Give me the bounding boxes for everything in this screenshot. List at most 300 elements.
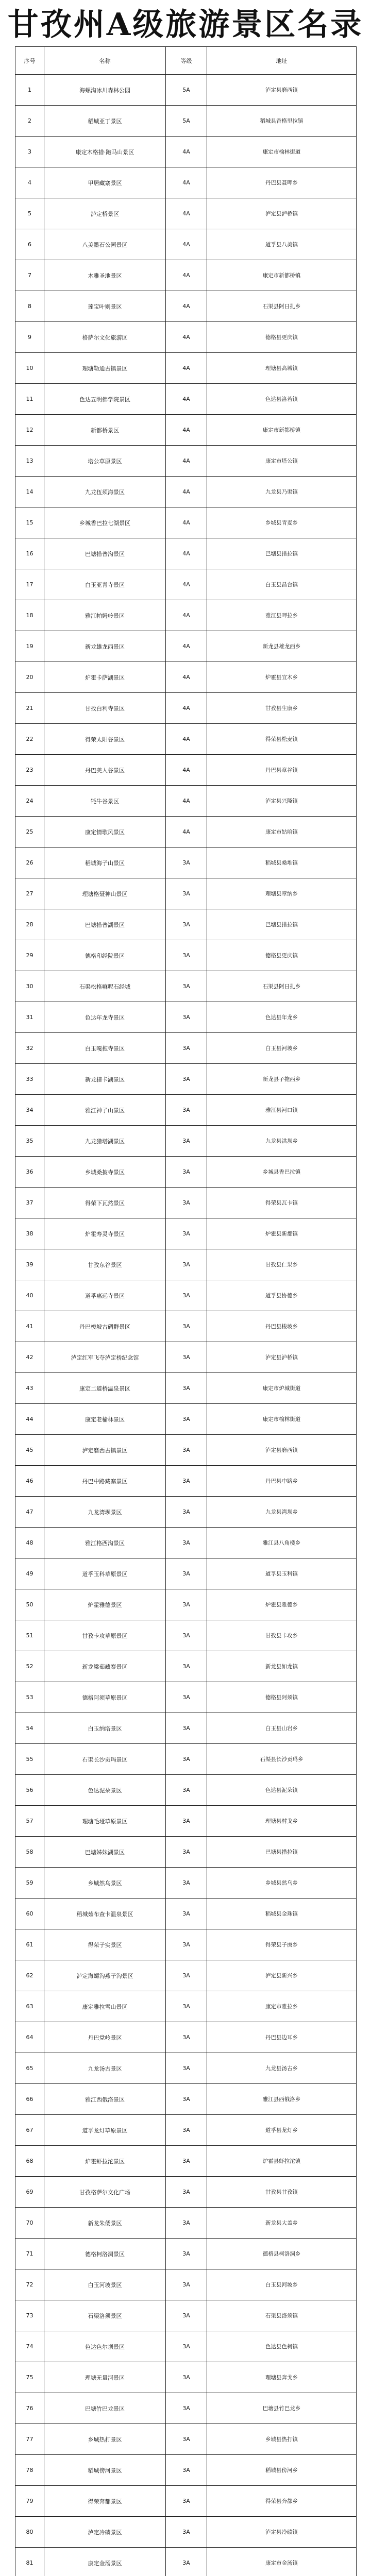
cell-location: 新龙县如龙镇 [207,1651,357,1682]
cell-level: 3A [166,1249,207,1280]
cell-location: 丹巴县章谷镇 [207,755,357,786]
cell-location: 甘孜县仁果乡 [207,1249,357,1280]
table-row [15,1033,357,1064]
cell-seq: 63 [15,1991,44,2022]
cell-name: 康定二道桥温泉景区 [44,1373,166,1404]
cell-seq: 6 [15,229,44,260]
cell-name: 色达年龙寺景区 [44,1002,166,1033]
table-row [15,137,357,167]
cell-seq: 16 [15,538,44,569]
cell-seq: 5 [15,198,44,229]
cell-location: 泸定县泸桥镇 [207,198,357,229]
cell-name: 海螺沟冰川森林公园 [44,75,166,106]
cell-location: 德格县阿须镇 [207,1682,357,1713]
cell-level: 3A [166,2517,207,2548]
cell-location: 稻城县香格里拉镇 [207,106,357,137]
cell-name: 稻城亚丁景区 [44,106,166,137]
cell-seq: 58 [15,1837,44,1868]
table-row [15,1404,357,1435]
table-row [15,1744,357,1775]
cell-seq: 28 [15,909,44,940]
cell-seq: 40 [15,1280,44,1311]
cell-seq: 25 [15,817,44,848]
cell-level: 4A [166,198,207,229]
cell-level: 3A [166,1126,207,1157]
table-row [15,2269,357,2300]
cell-location: 泸定县磨西镇 [207,1435,357,1466]
cell-level: 3A [166,2084,207,2115]
table-row [15,291,357,322]
cell-name: 新都桥景区 [44,415,166,446]
cell-name: 道孚惠远寺景区 [44,1280,166,1311]
cell-level: 4A [166,538,207,569]
cell-name: 泸定磨西古镇景区 [44,1435,166,1466]
cell-seq: 56 [15,1775,44,1806]
cell-level: 4A [166,291,207,322]
table-row [15,2300,357,2331]
cell-location: 白玉县河坡乡 [207,2269,357,2300]
cell-name: 得荣下瓦然景区 [44,1188,166,1218]
cell-level: 3A [166,1713,207,1744]
cell-location: 甘孜县卡攻乡 [207,1620,357,1651]
cell-level: 5A [166,75,207,106]
cell-seq: 4 [15,167,44,198]
cell-level: 4A [166,384,207,415]
cell-location: 德格县更庆镇 [207,322,357,353]
table-row [15,1126,357,1157]
table-row [15,1373,357,1404]
cell-location: 丹巴县边耳乡 [207,2022,357,2053]
cell-seq: 15 [15,507,44,538]
cell-seq: 12 [15,415,44,446]
table-row [15,1435,357,1466]
cell-level: 3A [166,1868,207,1899]
cell-level: 4A [166,477,207,507]
table-row [15,477,357,507]
cell-level: 3A [166,2331,207,2362]
header-seq: 序号 [15,47,44,75]
cell-name: 丹巴梭坡古碉群景区 [44,1311,166,1342]
cell-location: 色达县洛若镇 [207,384,357,415]
cell-name: 雅江西俄洛景区 [44,2084,166,2115]
cell-seq: 33 [15,1064,44,1095]
cell-level: 3A [166,1899,207,1929]
cell-location: 色达县泥朵镇 [207,1775,357,1806]
cell-level: 3A [166,1806,207,1837]
cell-name: 雅江格西沟景区 [44,1528,166,1558]
table-row [15,2239,357,2269]
cell-level: 3A [166,878,207,909]
cell-seq: 74 [15,2331,44,2362]
cell-level: 3A [166,1033,207,1064]
cell-name: 九龙伍须海景区 [44,477,166,507]
table-row [15,2486,357,2517]
cell-location: 泸定县泸桥镇 [207,1342,357,1373]
cell-name: 九龙猎塔湖景区 [44,1126,166,1157]
cell-name: 石渠洛须景区 [44,2300,166,2331]
cell-level: 3A [166,2239,207,2269]
cell-name: 炉霍卡萨湖景区 [44,662,166,693]
header-row [15,47,357,75]
cell-name: 德格阿须草原景区 [44,1682,166,1713]
cell-seq: 43 [15,1373,44,1404]
cell-name: 理塘无量河景区 [44,2362,166,2393]
cell-location: 石渠县阿日扎乡 [207,291,357,322]
table-row [15,1806,357,1837]
cell-location: 九龙县湾坝乡 [207,1497,357,1528]
cell-level: 4A [166,817,207,848]
cell-location: 得荣县奔都乡 [207,2486,357,2517]
cell-level: 3A [166,1744,207,1775]
cell-location: 乡城县然乌乡 [207,1868,357,1899]
cell-name: 理塘格聂神山景区 [44,878,166,909]
cell-name: 理塘勒通古镇景区 [44,353,166,384]
cell-name: 新龙朱倭景区 [44,2208,166,2239]
cell-seq: 55 [15,1744,44,1775]
cell-seq: 46 [15,1466,44,1497]
cell-name: 德格柯洛洞景区 [44,2239,166,2269]
cell-name: 泸定红军飞夺泸定桥纪念馆 [44,1342,166,1373]
cell-location: 色达县年龙乡 [207,1002,357,1033]
cell-level: 3A [166,2548,207,2576]
cell-level: 3A [166,1342,207,1373]
cell-level: 3A [166,1218,207,1249]
cell-seq: 80 [15,2517,44,2548]
cell-level: 3A [166,2177,207,2208]
cell-location: 雅江县西俄洛乡 [207,2084,357,2115]
table-row [15,1064,357,1095]
cell-seq: 64 [15,2022,44,2053]
cell-seq: 62 [15,1960,44,1991]
cell-seq: 20 [15,662,44,693]
table-row [15,2362,357,2393]
cell-location: 雅江县八角楼乡 [207,1528,357,1558]
cell-location: 道孚县协德乡 [207,1280,357,1311]
cell-level: 3A [166,2208,207,2239]
table-row [15,322,357,353]
table-row [15,2208,357,2239]
cell-name: 康定雅拉雪山景区 [44,1991,166,2022]
table-body [15,75,357,2576]
cell-location: 道孚县八美镇 [207,229,357,260]
cell-name: 色达五明佛学院景区 [44,384,166,415]
cell-seq: 10 [15,353,44,384]
table-row [15,755,357,786]
cell-name: 甘孜白利寺景区 [44,693,166,724]
cell-location: 九龙县乃渠镇 [207,477,357,507]
header-name: 名称 [44,47,166,75]
cell-level: 3A [166,1002,207,1033]
cell-location: 泸定县冷碛镇 [207,2517,357,2548]
table-row [15,786,357,817]
cell-location: 稻城县傍河乡 [207,2455,357,2486]
cell-seq: 68 [15,2146,44,2177]
cell-location: 新龙县大盖乡 [207,2208,357,2239]
table-row [15,1002,357,1033]
table-row [15,2455,357,2486]
cell-location: 康定市榆林街道 [207,1404,357,1435]
table-row [15,1991,357,2022]
cell-name: 甲居藏寨景区 [44,167,166,198]
cell-seq: 18 [15,600,44,631]
cell-seq: 47 [15,1497,44,1528]
table-row [15,909,357,940]
table-row [15,538,357,569]
cell-location: 理塘县高城镇 [207,353,357,384]
cell-name: 丹巴美人谷景区 [44,755,166,786]
table-row [15,1960,357,1991]
cell-name: 巴塘措普湖景区 [44,909,166,940]
cell-level: 4A [166,569,207,600]
cell-location: 泸定县兴隆镇 [207,786,357,817]
cell-level: 3A [166,2269,207,2300]
cell-seq: 7 [15,260,44,291]
cell-seq: 71 [15,2239,44,2269]
cell-level: 3A [166,971,207,1002]
cell-level: 4A [166,353,207,384]
cell-seq: 76 [15,2393,44,2424]
table-row [15,693,357,724]
cell-level: 3A [166,1157,207,1188]
cell-seq: 60 [15,1899,44,1929]
cell-location: 白玉县河坡乡 [207,1033,357,1064]
table-row [15,1558,357,1589]
cell-level: 4A [166,662,207,693]
table-row [15,1620,357,1651]
table-row [15,1342,357,1373]
cell-level: 3A [166,1991,207,2022]
cell-seq: 31 [15,1002,44,1033]
cell-level: 4A [166,507,207,538]
cell-seq: 54 [15,1713,44,1744]
cell-location: 甘孜县生康乡 [207,693,357,724]
table-row [15,198,357,229]
table-row [15,878,357,909]
cell-location: 雅江县河口镇 [207,1095,357,1126]
table-row [15,1095,357,1126]
cell-name: 炉霍寿灵寺景区 [44,1218,166,1249]
cell-level: 4A [166,229,207,260]
cell-seq: 9 [15,322,44,353]
cell-location: 康定市新都桥镇 [207,260,357,291]
cell-location: 炉霍县新都镇 [207,1218,357,1249]
cell-name: 色达色尔坝景区 [44,2331,166,2362]
cell-location: 得荣县子庚乡 [207,1929,357,1960]
cell-name: 九龙汤古景区 [44,2053,166,2084]
cell-seq: 66 [15,2084,44,2115]
table-row [15,2022,357,2053]
cell-name: 牦牛谷景区 [44,786,166,817]
cell-location: 石渠县长沙贡玛乡 [207,1744,357,1775]
cell-level: 4A [166,631,207,662]
cell-location: 道孚县龙灯乡 [207,2115,357,2146]
cell-level: 3A [166,1435,207,1466]
cell-seq: 67 [15,2115,44,2146]
cell-name: 石渠长沙贡玛景区 [44,1744,166,1775]
table-row [15,1497,357,1528]
document-title: 甘孜州A级旅游景区名录 [7,7,364,43]
cell-name: 道孚龙灯草原景区 [44,2115,166,2146]
cell-seq: 36 [15,1157,44,1188]
table-row [15,569,357,600]
cell-name: 康定老榆林景区 [44,1404,166,1435]
cell-location: 道孚县玉科镇 [207,1558,357,1589]
cell-seq: 30 [15,971,44,1002]
cell-name: 稻城傍河景区 [44,2455,166,2486]
table-row [15,106,357,137]
cell-name: 白玉纳塔景区 [44,1713,166,1744]
cell-location: 新龙县子拖西乡 [207,1064,357,1095]
table-row [15,1775,357,1806]
cell-seq: 51 [15,1620,44,1651]
cell-name: 丹巴中路藏寨景区 [44,1466,166,1497]
cell-name: 道孚玉科草原景区 [44,1558,166,1589]
table-row [15,2115,357,2146]
cell-seq: 32 [15,1033,44,1064]
cell-seq: 3 [15,137,44,167]
table-row [15,2393,357,2424]
cell-seq: 19 [15,631,44,662]
cell-location: 石渠县洛须镇 [207,2300,357,2331]
cell-location: 泸定县磨西镇 [207,75,357,106]
table-row [15,1682,357,1713]
cell-seq: 11 [15,384,44,415]
table-row [15,2331,357,2362]
cell-location: 理塘县村戈乡 [207,1806,357,1837]
cell-level: 3A [166,1528,207,1558]
cell-name: 八美墨石公园景区 [44,229,166,260]
cell-location: 康定市塔公镇 [207,446,357,477]
table-row [15,229,357,260]
cell-name: 新龙措卡湖景区 [44,1064,166,1095]
cell-location: 雅江县呷拉乡 [207,600,357,631]
cell-location: 九龙县洪坝乡 [207,1126,357,1157]
cell-seq: 59 [15,1868,44,1899]
cell-location: 丹巴县梭坡乡 [207,1311,357,1342]
table-row [15,1899,357,1929]
cell-location: 色达县色柯镇 [207,2331,357,2362]
table-row [15,1466,357,1497]
cell-level: 4A [166,693,207,724]
cell-name: 新龙梁茹藏寨景区 [44,1651,166,1682]
cell-location: 康定市金汤镇 [207,2548,357,2576]
cell-seq: 2 [15,106,44,137]
cell-name: 甘孜卡攻草原景区 [44,1620,166,1651]
cell-seq: 78 [15,2455,44,2486]
cell-location: 理塘县奔戈乡 [207,2362,357,2393]
cell-location: 九龙县汤古乡 [207,2053,357,2084]
cell-name: 炉霍雅德景区 [44,1589,166,1620]
scenic-area-table [15,46,357,2576]
cell-seq: 35 [15,1126,44,1157]
table-row [15,507,357,538]
cell-level: 5A [166,106,207,137]
cell-seq: 61 [15,1929,44,1960]
table-row [15,2177,357,2208]
table-row [15,1713,357,1744]
cell-level: 3A [166,2424,207,2455]
cell-name: 九龙湾坝景区 [44,1497,166,1528]
cell-name: 康定情歌风景区 [44,817,166,848]
cell-level: 3A [166,1188,207,1218]
table-row [15,1528,357,1558]
cell-level: 3A [166,1064,207,1095]
cell-name: 巴塘措普沟景区 [44,538,166,569]
cell-name: 甘孜格萨尔文化广场 [44,2177,166,2208]
cell-seq: 45 [15,1435,44,1466]
cell-location: 白玉县昌台镇 [207,569,357,600]
cell-seq: 24 [15,786,44,817]
cell-seq: 37 [15,1188,44,1218]
table-row [15,2517,357,2548]
table-row [15,1218,357,1249]
table-row [15,415,357,446]
cell-location: 得荣县松麦镇 [207,724,357,755]
cell-seq: 34 [15,1095,44,1126]
cell-level: 4A [166,137,207,167]
cell-seq: 38 [15,1218,44,1249]
cell-name: 白玉河坡景区 [44,2269,166,2300]
table-row [15,2084,357,2115]
cell-level: 3A [166,1589,207,1620]
cell-level: 3A [166,2393,207,2424]
cell-seq: 72 [15,2269,44,2300]
cell-seq: 65 [15,2053,44,2084]
cell-location: 德格县更庆镇 [207,940,357,971]
table-row [15,1589,357,1620]
cell-level: 3A [166,2455,207,2486]
cell-location: 炉霍县雅德乡 [207,1589,357,1620]
cell-name: 乡城桑披寺景区 [44,1157,166,1188]
cell-level: 3A [166,909,207,940]
cell-location: 乡城县青麦乡 [207,507,357,538]
cell-seq: 48 [15,1528,44,1558]
cell-location: 稻城县金珠镇 [207,1899,357,1929]
cell-name: 石渠松格嘛呢石经城 [44,971,166,1002]
cell-seq: 57 [15,1806,44,1837]
table-row [15,260,357,291]
cell-seq: 13 [15,446,44,477]
table-row [15,1157,357,1188]
cell-seq: 14 [15,477,44,507]
table-row [15,75,357,106]
table-row [15,662,357,693]
cell-level: 3A [166,1558,207,1589]
table-row [15,1188,357,1218]
table-row [15,1929,357,1960]
cell-location: 白玉县山岩乡 [207,1713,357,1744]
cell-seq: 17 [15,569,44,600]
cell-seq: 22 [15,724,44,755]
cell-level: 3A [166,1311,207,1342]
cell-level: 3A [166,1620,207,1651]
cell-location: 康定市雅拉乡 [207,1991,357,2022]
cell-level: 3A [166,1373,207,1404]
table-header [15,47,357,75]
cell-level: 3A [166,1095,207,1126]
cell-level: 4A [166,724,207,755]
cell-name: 甘孜东谷景区 [44,1249,166,1280]
cell-location: 泸定县新兴乡 [207,1960,357,1991]
table-row [15,2424,357,2455]
cell-location: 炉霍县虾拉沱镇 [207,2146,357,2177]
table-row [15,1651,357,1682]
cell-level: 3A [166,2053,207,2084]
table-row [15,2053,357,2084]
cell-name: 格萨尔文化旅游区 [44,322,166,353]
cell-level: 4A [166,415,207,446]
cell-seq: 52 [15,1651,44,1682]
